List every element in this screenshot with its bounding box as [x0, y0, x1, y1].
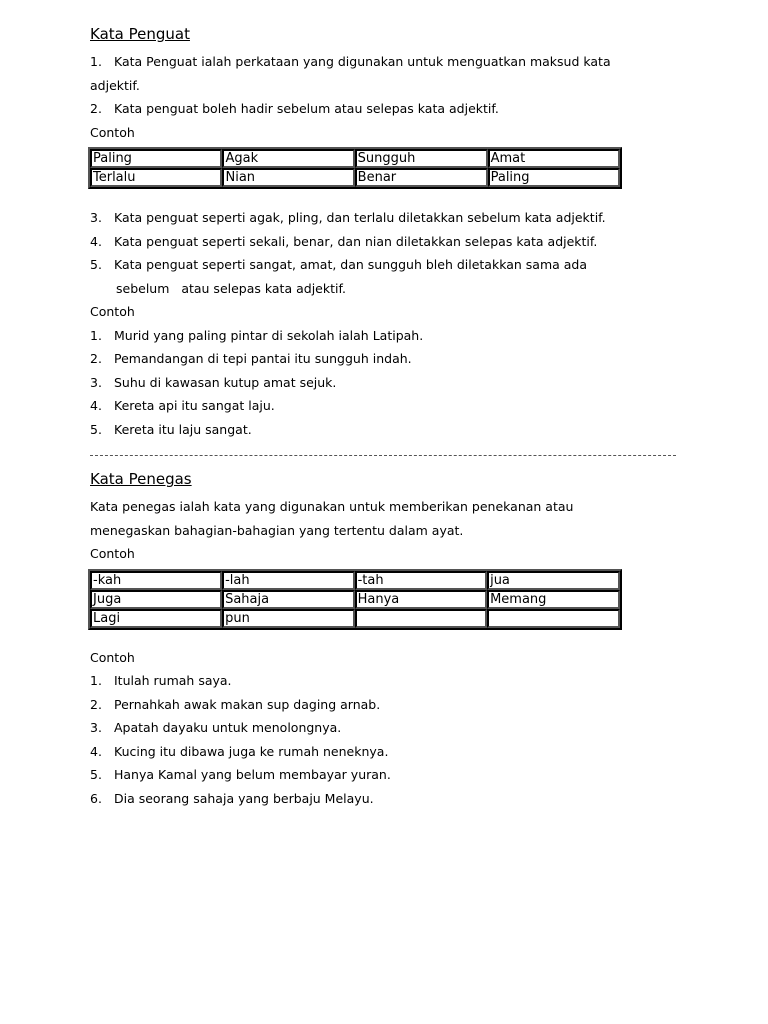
table-row: [90, 168, 620, 187]
table-cell: Terlalu: [90, 168, 222, 187]
table-cell: Amat: [488, 149, 620, 168]
contoh-label: Contoh: [90, 304, 135, 319]
list-item: 1. Murid yang paling pintar di sekolah ialah Latipah.: [90, 327, 424, 343]
table-cell: -kah: [90, 571, 222, 590]
table-cell: Sungguh: [355, 149, 488, 168]
section-title: Kata Penegas: [90, 470, 192, 488]
contoh-label: Contoh: [90, 124, 135, 140]
list-item: 3. Kata penguat seperti agak, pling, dan terlalu diletakkan sebelum kata adjektif.: [90, 210, 606, 225]
list-item: 4. Kata penguat seperti sekali, benar, dan nian diletakkan selepas kata adjektif.: [90, 233, 598, 249]
table-cell: Hanya: [355, 590, 487, 609]
table-cell: -lah: [222, 571, 355, 590]
table-cell: Paling: [90, 149, 222, 168]
table-cell: Juga: [90, 590, 222, 609]
list-item-continuation: sebelum atau selepas kata adjektif.: [116, 280, 346, 296]
list-item: 5. Hanya Kamal yang belum membayar yuran.: [90, 767, 391, 782]
table-cell: Nian: [222, 168, 354, 187]
list-item-continuation: adjektif.: [90, 77, 140, 93]
contoh-label: Contoh: [90, 546, 135, 561]
penegas-example-table: [88, 569, 622, 630]
list-item: 4. Kucing itu dibawa juga ke rumah neneknya.: [90, 743, 389, 759]
table-row: [90, 571, 620, 590]
table-cell: Memang: [487, 590, 620, 609]
list-item: 3. Suhu di kawasan kutup amat sejuk.: [90, 374, 337, 390]
list-item: 2. Pemandangan di tepi pantai itu sungguh indah.: [90, 351, 412, 366]
table-cell: pun: [222, 609, 355, 628]
table-cell: [487, 609, 620, 628]
list-item: 2. Pernahkah awak makan sup daging arnab.: [90, 696, 381, 712]
table-cell: Agak: [222, 149, 354, 168]
section-kata-penegas: [90, 469, 622, 810]
table-cell: -tah: [355, 571, 487, 590]
paragraph-line: menegaskan bahagian-bahagian yang tertentu dalam ayat.: [90, 522, 464, 538]
list-item: 6. Dia seorang sahaja yang berbaju Melayu.: [90, 790, 374, 806]
table-row: [90, 609, 620, 628]
table-cell: Lagi: [90, 609, 222, 628]
table-cell: jua: [487, 571, 620, 590]
contoh-label: Contoh: [90, 649, 135, 665]
penguat-example-table: [88, 147, 622, 189]
table-cell: Sahaja: [222, 590, 355, 609]
table-row: [90, 590, 620, 609]
section-kata-penguat: [90, 24, 622, 441]
table-cell: [355, 609, 487, 628]
table-cell: Benar: [355, 168, 488, 187]
list-item: 1. Itulah rumah saya.: [90, 673, 232, 688]
list-item: 5. Kata penguat seperti sangat, amat, dan sungguh bleh diletakkan sama ada: [90, 257, 588, 272]
list-item: 2. Kata penguat boleh hadir sebelum atau selepas kata adjektif.: [90, 101, 499, 116]
list-item: 5. Kereta itu laju sangat.: [90, 421, 252, 437]
table-cell: Paling: [488, 168, 620, 187]
table-row: [90, 149, 620, 168]
paragraph-line: Kata penegas ialah kata yang digunakan untuk memberikan penekanan atau: [90, 499, 574, 514]
list-item: 4. Kereta api itu sangat laju.: [90, 398, 275, 413]
list-item: 1. Kata Penguat ialah perkataan yang digunakan untuk menguatkan maksud kata: [90, 54, 611, 69]
list-item: 3. Apatah dayaku untuk menolongnya.: [90, 720, 342, 735]
section-divider: [90, 455, 676, 456]
section-title: Kata Penguat: [90, 25, 190, 43]
